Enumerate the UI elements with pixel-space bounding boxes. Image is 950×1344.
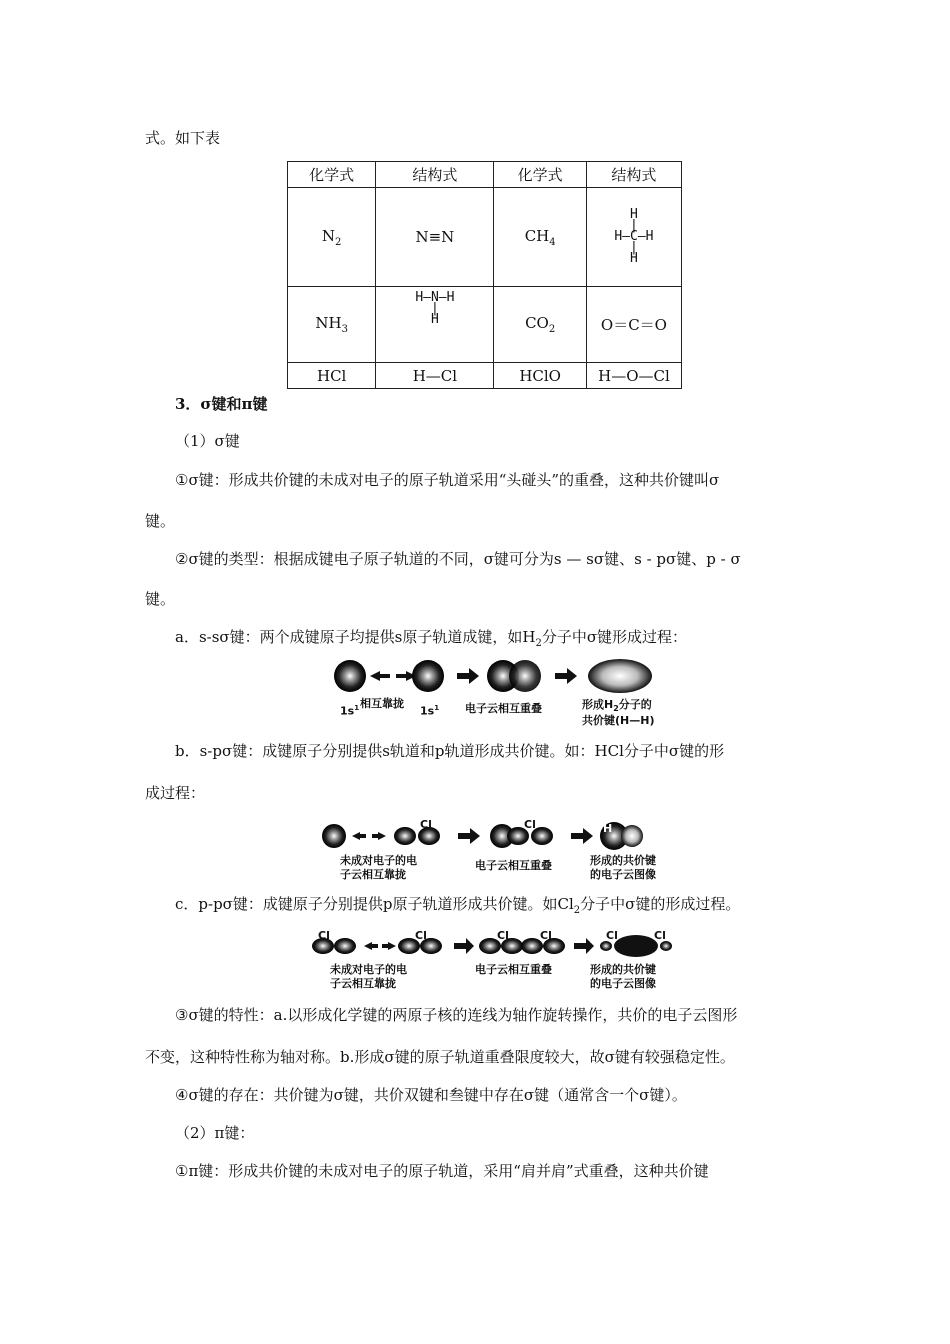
caption: 共价键(H—H) xyxy=(582,714,655,727)
atom-label: Cl xyxy=(318,929,330,942)
arrow-icon xyxy=(457,668,479,684)
s-orbital xyxy=(322,824,346,848)
paragraph: ③σ键的特性：a.以形成化学键的两原子核的连线为轴作旋转操作，共价的电子云图形 xyxy=(175,1006,738,1024)
caption: 的电子云图像 xyxy=(590,868,656,881)
intro-text: 式。如下表 xyxy=(145,129,221,147)
formula-cell: HCl xyxy=(288,363,376,389)
paragraph: ①σ键：形成共价键的未成对电子的原子轨道采用“头碰头”的重叠，这种共价键叫σ xyxy=(175,471,720,489)
hcl-bond-cloud xyxy=(621,825,643,847)
methane-structure: H | H—C—H | H xyxy=(614,207,654,266)
approach-arrows xyxy=(370,671,416,681)
formula-cell: $N_2$ xyxy=(288,188,376,287)
atom-label: Cl xyxy=(497,929,509,942)
paragraph: b．s-pσ键：成键原子分别提供s轨道和p轨道形成共价键。如：HCl分子中σ键的形 xyxy=(175,742,725,760)
caption: 未成对电子的电 xyxy=(330,963,407,976)
structure-cell: H—O—Cl xyxy=(586,363,681,389)
atom-label: Cl xyxy=(420,818,432,831)
header-cell: 结构式 xyxy=(586,162,681,188)
atom-label: H xyxy=(603,822,613,835)
structure-cell: H—Cl xyxy=(376,363,494,389)
arrow-icon xyxy=(574,938,594,954)
cl2-bond-cloud xyxy=(614,935,658,957)
atom-label: Cl xyxy=(606,929,618,942)
paragraph: 不变，这种特性称为轴对称。b.形成σ键的原子轨道重叠限度较大，故σ键有较强稳定性。 xyxy=(145,1048,735,1066)
structure-cell xyxy=(376,287,494,363)
approach-arrows xyxy=(352,832,386,840)
caption: 子云相互靠拢 xyxy=(330,977,396,990)
p-orbital-lobe xyxy=(394,827,416,845)
paragraph: ②σ键的类型：根据成键电子原子轨道的不同，σ键可分为s — sσ键、s - pσ键、p - σ xyxy=(175,550,741,568)
section-heading: 3．σ键和π键 xyxy=(175,395,268,413)
arrow-icon xyxy=(458,828,480,844)
paragraph: 键。 xyxy=(145,590,176,608)
atom-label: Cl xyxy=(654,929,666,942)
arrow-icon xyxy=(454,938,474,954)
approach-arrows xyxy=(364,942,396,950)
header-cell: 结构式 xyxy=(376,162,494,188)
structure-table xyxy=(287,161,682,389)
caption: 相互靠拢 xyxy=(360,697,404,710)
caption: 电子云相互重叠 xyxy=(465,702,542,715)
formula-cell: $NH_3$ xyxy=(288,287,376,363)
ammonia-structure: H—N—H | H xyxy=(415,290,455,327)
paragraph: a．s-sσ键：两个成键原子均提供s原子轨道成键，如$H_2$分子中σ键形成过程： xyxy=(175,628,688,649)
paragraph: c．p-pσ键：成键原子分别提供p原子轨道形成共价键。如$Cl_2$分子中σ键的形成过程。 xyxy=(175,895,741,916)
structure-cell: N≡N xyxy=(376,188,494,287)
caption: 未成对电子的电 xyxy=(340,854,417,867)
header-cell: 化学式 xyxy=(494,162,586,188)
caption: 形成$H_2$分子的 xyxy=(582,698,652,714)
paragraph: ①π键：形成共价键的未成对电子的原子轨道，采用“肩并肩”式重叠，这种共价键 xyxy=(175,1162,709,1180)
table-row xyxy=(288,287,682,363)
cl2-bond-cloud xyxy=(600,941,612,951)
caption: 形成的共价键 xyxy=(590,854,656,867)
atom-label: Cl xyxy=(540,929,552,942)
caption: $1s^1$ xyxy=(340,704,360,718)
p-orbital-lobe xyxy=(334,938,356,954)
table-header-row xyxy=(288,162,682,188)
caption: $1s^1$ xyxy=(420,704,440,718)
subheading-sigma: （1）σ键 xyxy=(175,432,240,450)
arrow-icon xyxy=(555,668,577,684)
caption: 形成的共价键 xyxy=(590,963,656,976)
header-cell: 化学式 xyxy=(288,162,376,188)
s-orbital xyxy=(412,660,444,692)
caption: 电子云相互重叠 xyxy=(475,963,552,976)
caption: 电子云相互重叠 xyxy=(475,859,552,872)
table-row xyxy=(288,188,682,287)
formula-cell: $CO_2$ xyxy=(494,287,586,363)
paragraph: 键。 xyxy=(145,512,176,530)
structure-cell: O＝C＝O xyxy=(586,287,681,363)
cl2-bond-cloud xyxy=(660,941,672,951)
caption: 的电子云图像 xyxy=(590,977,656,990)
h2-bond-cloud xyxy=(588,659,652,693)
arrow-icon xyxy=(571,828,593,844)
paragraph: 成过程： xyxy=(145,784,206,802)
s-orbital xyxy=(334,660,366,692)
structure-cell xyxy=(586,188,681,287)
table-row xyxy=(288,363,682,389)
pp-sigma-figure xyxy=(308,930,673,965)
subheading-pi: （2）π键： xyxy=(175,1124,255,1142)
formula-cell: $CH_4$ xyxy=(494,188,586,287)
formula-cell: HClO xyxy=(494,363,586,389)
paragraph: ④σ键的存在：共价键为σ键，共价双键和叁键中存在σ键（通常含一个σ键）。 xyxy=(175,1086,687,1104)
caption: 子云相互靠拢 xyxy=(340,868,406,881)
overlap-orbital xyxy=(509,660,541,692)
atom-label: Cl xyxy=(524,818,536,831)
atom-label: Cl xyxy=(415,929,427,942)
